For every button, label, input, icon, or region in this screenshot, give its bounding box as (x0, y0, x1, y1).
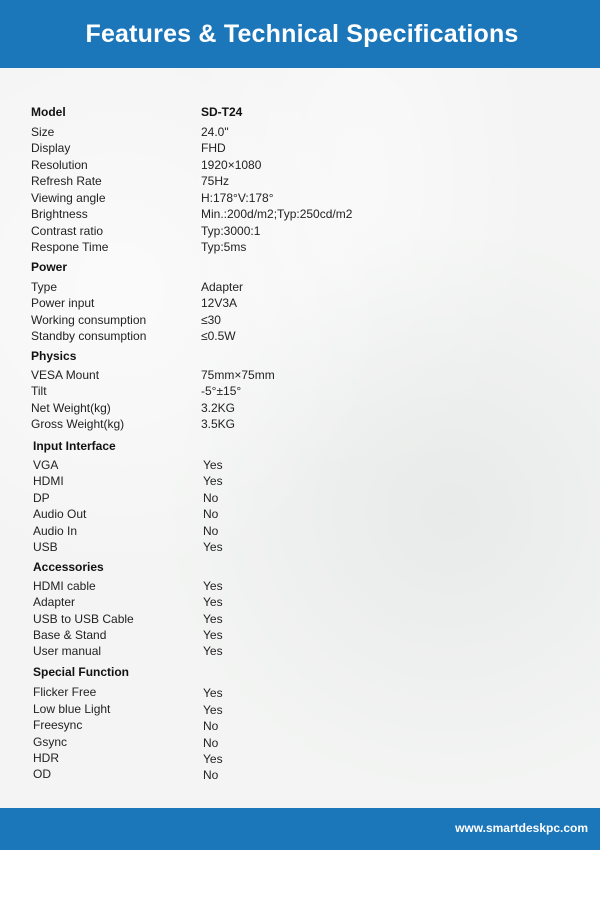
spec-value: 3.5KG (201, 417, 236, 431)
spec-label: VESA Mount (31, 368, 100, 382)
spec-value: No (203, 524, 219, 538)
spec-label: Viewing angle (31, 191, 106, 205)
spec-label: VGA (33, 458, 59, 472)
spec-value: Yes (203, 612, 223, 626)
spec-label: Respone Time (31, 240, 109, 254)
spec-value: No (203, 768, 219, 782)
section-heading-special-function: Special Function (33, 665, 130, 679)
spec-label: Refresh Rate (31, 174, 102, 188)
spec-value: 24.0" (201, 125, 229, 139)
spec-value: 75mm×75mm (201, 368, 275, 382)
section-heading-accessories: Accessories (33, 560, 104, 574)
spec-label: Flicker Free (33, 685, 97, 699)
spec-value: Yes (203, 686, 223, 700)
section-heading-power: Power (31, 260, 68, 274)
spec-value: 75Hz (201, 174, 230, 188)
spec-value: Yes (203, 540, 223, 554)
spec-label: Adapter (33, 595, 76, 609)
spec-label: Gsync (33, 735, 68, 749)
spec-value: H:178°V:178° (201, 191, 274, 205)
spec-label: Contrast ratio (31, 224, 104, 238)
spec-label: User manual (33, 644, 102, 658)
section-heading-input-interface: Input Interface (33, 439, 116, 453)
spec-value: 3.2KG (201, 401, 236, 415)
footer-banner (0, 808, 600, 850)
model-value: SD-T24 (201, 105, 243, 119)
spec-label: Power input (31, 296, 95, 310)
spec-label: Freesync (33, 718, 83, 732)
page-title: Features & Technical Specifications (85, 19, 519, 48)
spec-value: Yes (203, 628, 223, 642)
spec-label: USB to USB Cable (33, 612, 134, 626)
spec-label: Brightness (31, 207, 88, 221)
spec-value: FHD (201, 141, 226, 155)
spec-label: Audio Out (33, 507, 87, 521)
spec-label: Gross Weight(kg) (31, 417, 125, 431)
spec-label: Size (31, 125, 55, 139)
header-banner (0, 0, 600, 68)
spec-label: Net Weight(kg) (31, 401, 111, 415)
spec-value: Yes (203, 752, 223, 766)
spec-value: No (203, 719, 219, 733)
spec-value: No (203, 491, 219, 505)
spec-value: Yes (203, 474, 223, 488)
spec-value: 1920×1080 (201, 158, 262, 172)
spec-value: Yes (203, 703, 223, 717)
spec-value: ≤30 (201, 313, 221, 327)
spec-value: Yes (203, 595, 223, 609)
spec-label: USB (33, 540, 58, 554)
spec-value: ≤0.5W (201, 329, 236, 343)
spec-value: Yes (203, 579, 223, 593)
website-link[interactable]: www.smartdeskpc.com (455, 821, 588, 835)
spec-value: Typ:3000:1 (201, 224, 261, 238)
spec-label: OD (33, 767, 51, 781)
spec-value: No (203, 736, 219, 750)
spec-value: Yes (203, 644, 223, 658)
model-label: Model (31, 105, 66, 119)
spec-label: HDMI cable (33, 579, 96, 593)
spec-label: Audio In (33, 524, 78, 538)
spec-value: Yes (203, 458, 223, 472)
spec-value: Min.:200d/m2;Typ:250cd/m2 (201, 207, 353, 221)
spec-label: Resolution (31, 158, 88, 172)
spec-label: Display (31, 141, 71, 155)
spec-label: Type (31, 280, 58, 294)
section-heading-physics: Physics (31, 349, 77, 363)
spec-label: Working consumption (31, 313, 147, 327)
spec-label: HDMI (33, 474, 64, 488)
spec-label: Low blue Light (33, 702, 111, 716)
spec-label: Standby consumption (31, 329, 147, 343)
spec-value: 12V3A (201, 296, 238, 310)
spec-value: Typ:5ms (201, 240, 247, 254)
spec-value: Adapter (201, 280, 244, 294)
spec-label: DP (33, 491, 50, 505)
spec-label: Tilt (31, 384, 47, 398)
spec-value: -5°±15° (201, 384, 242, 398)
spec-label: Base & Stand (33, 628, 107, 642)
spec-value: No (203, 507, 219, 521)
spec-label: HDR (33, 751, 59, 765)
